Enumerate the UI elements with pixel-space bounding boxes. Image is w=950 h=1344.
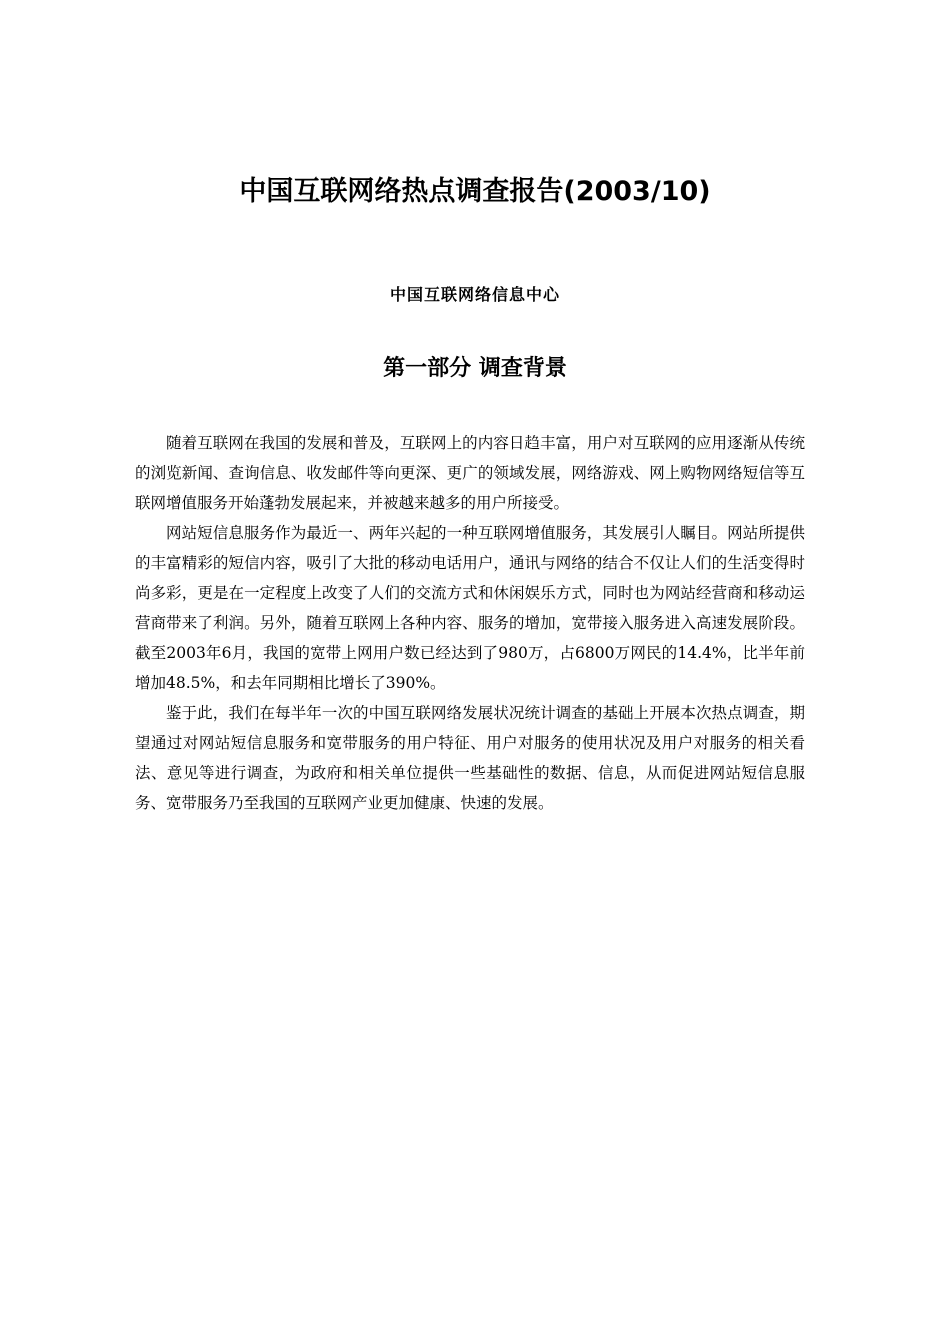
document-title: 中国互联网络热点调查报告(2003/10) xyxy=(239,176,711,207)
paragraph-1: 随着互联网在我国的发展和普及，互联网上的内容日趋丰富，用户对互联网的应用逐渐从传统的浏览新闻、查询信息、收发邮件等向更深、更广的领域发展，网络游戏、网上购物网络短信等互联网增值服务开始蓬勃发展起来，并被越来越多的用户所接受。 xyxy=(135,434,805,512)
body-text xyxy=(135,428,805,818)
organization-name: 中国互联网络信息中心 xyxy=(389,285,560,304)
paragraph-3: 鉴于此，我们在每半年一次的中国互联网络发展状况统计调查的基础上开展本次热点调查，期望通过对网站短信息服务和宽带服务的用户特征、用户对服务的使用状况及用户对服务的相关看法、意见等进行调查，为政府和相关单位提供一些基础性的数据、信息，从而促进网站短信息服务、宽带服务乃至我国的互联网产业更加健康、快速的发展。 xyxy=(135,704,805,812)
section-heading: 第一部分 调查背景 xyxy=(383,356,567,381)
paragraph-2: 网站短信息服务作为最近一、两年兴起的一种互联网增值服务，其发展引人瞩目。网站所提供的丰富精彩的短信内容，吸引了大批的移动电话用户，通讯与网络的结合不仅让人们的生活变得时尚多彩，更是在一定程度上改变了人们的交流方式和休闲娱乐方式，同时也为网站经营商和移动运营商带来了利润。另外，随着互联网上各种内容、服务的增加，宽带接入服务进入高速发展阶段。截至2003年6月，我国的宽带上网用户数已经达到了980万，占6800万网民的14.4%，比半年前增加48.5%，和去年同期相比增长了390%。 xyxy=(135,524,805,692)
